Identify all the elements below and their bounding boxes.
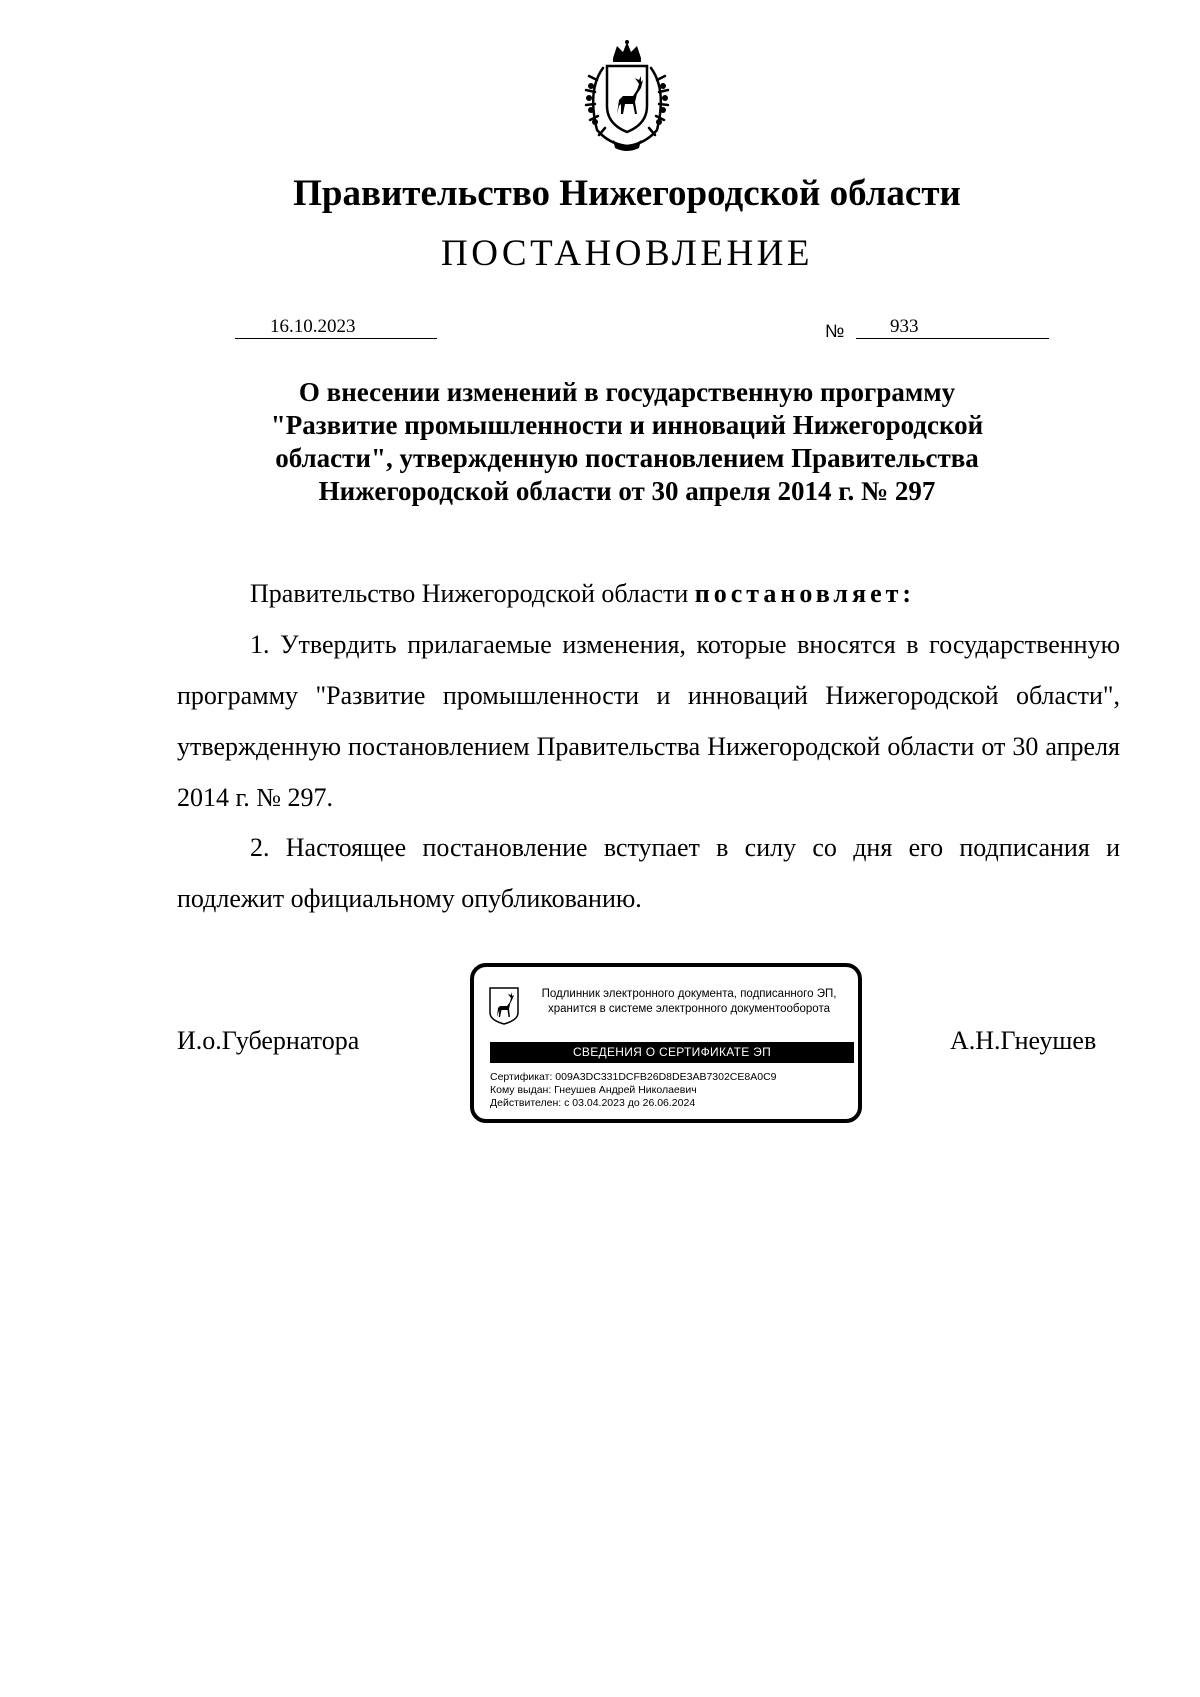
document-number: 933 xyxy=(890,316,919,337)
certificate-holder: Кому выдан: Гнеушев Андрей Николаевич xyxy=(490,1084,697,1096)
signatory-title: И.о.Губернатора xyxy=(177,1026,360,1055)
deer-emblem-icon xyxy=(489,987,519,1025)
date-underline xyxy=(235,338,437,339)
item-2-paragraph: 2. Настоящее постановление вступает в силу со дня его подписания и подлежит официальному опубликованию. xyxy=(177,833,1120,913)
subject-line: Нижегородской области от 30 апреля 2014 г. № 297 xyxy=(318,476,936,506)
subject-line: "Развитие промышленности и инноваций Нижегородской xyxy=(270,410,984,440)
document-date: 16.10.2023 xyxy=(270,316,356,337)
number-label: № xyxy=(825,321,845,341)
stamp-header xyxy=(529,987,849,1017)
subject-line: области", утвержденную постановлением Правительства xyxy=(275,443,979,473)
intro-text: Правительство Нижегородской области xyxy=(250,579,695,608)
coat-of-arms-icon xyxy=(573,40,681,152)
stamp-details xyxy=(490,1071,777,1110)
government-title: Правительство Нижегородской области xyxy=(293,173,961,214)
stamp-header-line: Подлинник электронного документа, подписанного ЭП, xyxy=(541,988,837,1000)
certificate-number: Сертификат: 009A3DC331DCFB26D8DE3AB7302CE8A0C9 xyxy=(490,1071,777,1083)
electronic-signature-stamp xyxy=(470,963,862,1123)
document-subject xyxy=(150,376,1104,508)
signatory-name: А.Н.Гнеушев xyxy=(950,1026,1097,1055)
subject-line: О внесении изменений в государственную программу xyxy=(298,377,956,407)
item-1-paragraph: 1. Утвердить прилагаемые изменения, которые вносятся в государственную программу "Развитие промышленности и инноваций Нижегородской области", утвержденную постановлением Правительства Нижегородской области от 30 апреля 2014 г. № 297. xyxy=(177,630,1120,812)
intro-paragraph xyxy=(250,568,915,619)
document-type: ПОСТАНОВЛЕНИЕ xyxy=(441,233,813,274)
stamp-header-line: хранится в системе электронного документооборота xyxy=(548,1003,830,1015)
stamp-certificate-bar: СВЕДЕНИЯ О СЕРТИФИКАТЕ ЭП xyxy=(490,1042,854,1063)
certificate-validity: Действителен: с 03.04.2023 до 26.06.2024 xyxy=(490,1097,696,1109)
intro-action: постановляет: xyxy=(694,579,916,608)
number-underline xyxy=(856,338,1049,339)
